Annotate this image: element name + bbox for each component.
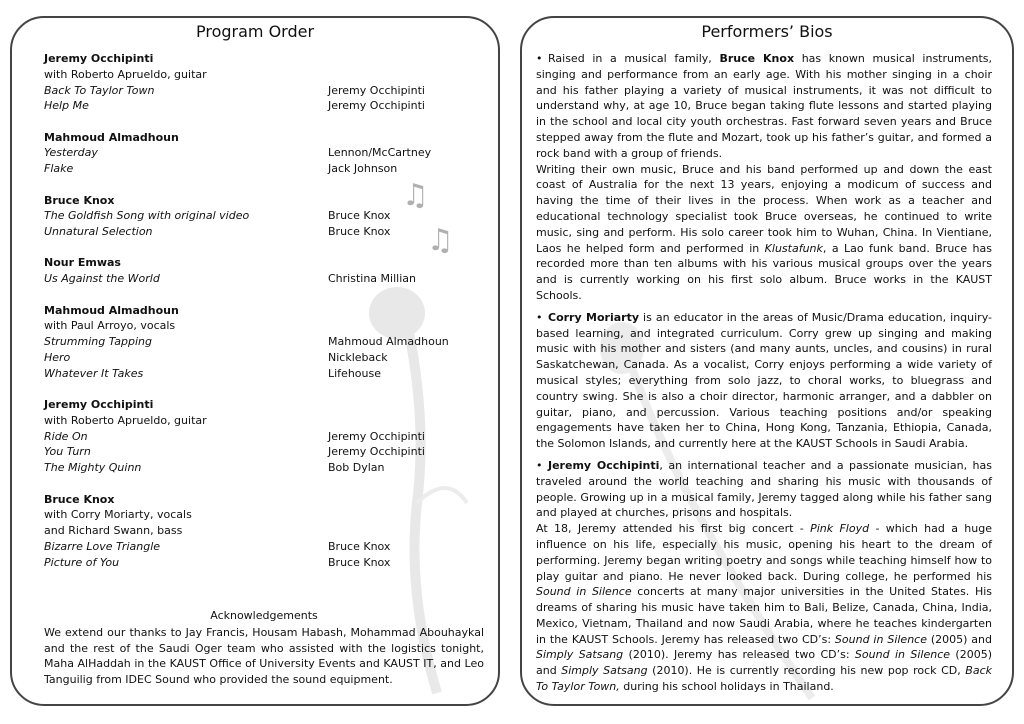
song-row [44, 444, 478, 460]
song-title: Help Me [44, 99, 89, 113]
song-row [44, 555, 478, 571]
program-act [44, 130, 478, 177]
bio-corry-moriarty [536, 310, 992, 452]
program-order-panel [10, 16, 500, 706]
bio-jeremy-occhipinti [536, 458, 992, 695]
acknowledgements [44, 608, 484, 688]
acknowledgements-title: Acknowledgements [210, 609, 318, 622]
performer-name: Jeremy Occhipinti [44, 398, 154, 412]
acknowledgements-body: We extend our thanks to Jay Francis, Housam Habash, Mohammad Abouhaykal and the rest of the Saudi Oger team who assisted with the logistics tonight, Maha AlHaddah in the KAUST Office of University Events and KAUST IT, and Leo Tanguilig from IDEC Sound who provided the sound equipment. [44, 625, 484, 687]
program-order-title: Program Order [195, 22, 315, 41]
song-row [44, 161, 478, 177]
bio-name: Bruce Knox [719, 52, 795, 65]
accompanist-line: with Paul Arroyo, vocals [44, 319, 176, 333]
program-act [44, 193, 478, 240]
bio-name: Jeremy Occhipinti [548, 458, 660, 472]
performer-name: Mahmoud Almadhoun [44, 130, 179, 144]
song-title: Flake [44, 162, 74, 176]
song-row [44, 334, 478, 350]
song-composer: Lifehouse [328, 366, 381, 380]
program-act [44, 255, 478, 287]
song-title: Yesterday [44, 146, 98, 160]
song-title: Unnatural Selection [44, 225, 153, 239]
song-composer: Nickleback [328, 350, 388, 364]
song-title: Back To Taylor Town [44, 83, 155, 97]
bio-paragraph: Writing their own music, Bruce and his band performed up and down the east coast of Australia for the next 13 years, enjoying a modicum of success and having the time of their lives in the process. When work as a teacher and educational technology specialist took Bruce overseas, he continued to write music, sing and perform. His solo career took him to Wuhan, China. In Vientiane, Laos he helped form and performed in Klustafunk, a Lao funk band. Bruce has recorded more than ten albums with his various musical groups over the years and is currently working on his first solo album. Bruce works in the KAUST Schools. [536, 162, 992, 302]
song-title: Hero [44, 350, 71, 364]
song-composer: Lennon/McCartney [328, 146, 432, 160]
bullet-icon: • [536, 458, 543, 472]
song-row [44, 539, 478, 555]
performer-name: Bruce Knox [44, 492, 115, 506]
song-title: Ride On [44, 429, 88, 443]
song-row [44, 224, 478, 240]
program-act [44, 397, 478, 476]
bio-paragraph: • Corry Moriarty is an educator in the areas of Music/Drama education, inquiry-based learning, and integrated curriculum. Corry grew up singing and making music with his mother and sisters (and many aunts, uncles, and cousins) in rural Saskatchewan, Canada. As a vocalist, Corry enjoys performing a wide variety of musical styles; everything from solo jazz, to choral works, to bluegrass and country swing. She is also a choir director, harmonic arranger, and a dabbler on guitar, piano, and percussion. Various teaching positions and/or speaking engagements have taken her to China, Hong Kong, Tanzania, Ethiopia, Canada, the Solomon Islands, and currently here at the KAUST Schools in Saudi Arabia. [536, 310, 992, 451]
song-title: Picture of You [44, 555, 120, 569]
song-composer: Christina Millian [328, 272, 416, 286]
bullet-icon: • [536, 310, 543, 324]
performer-name: Mahmoud Almadhoun [44, 303, 179, 317]
accompanist-line: with Roberto Aprueldo, guitar [44, 67, 207, 81]
performer-name: Jeremy Occhipinti [44, 52, 154, 65]
bio-paragraph: • Raised in a musical family, Bruce Knox has known musical instruments, singing and performance from an early age. With his mother singing in a choir and his father playing a variety of musical instruments, it was not difficult to understand why, at age 10, Bruce began taking flute lessons and started playing in the school and local city youth orchestras. Fast forward seven years and Bruce stepped away from the flute and Mozart, took up his father’s guitar, and formed a rock band with a group of friends. [536, 52, 992, 160]
song-title: The Goldfish Song with original video [44, 209, 250, 223]
song-composer: Bruce Knox [328, 209, 391, 223]
song-title: Us Against the World [44, 272, 160, 286]
bullet-icon: • [536, 52, 543, 65]
song-composer: Jeremy Occhipinti [328, 429, 425, 443]
song-composer: Jeremy Occhipinti [328, 445, 425, 459]
song-composer: Bob Dylan [328, 461, 385, 475]
song-composer: Bruce Knox [328, 225, 391, 239]
song-composer: Bruce Knox [328, 555, 391, 569]
song-composer: Jeremy Occhipinti [328, 83, 425, 97]
program-act [44, 303, 478, 382]
song-title: Strumming Tapping [44, 335, 153, 349]
song-row [44, 350, 478, 366]
music-note-icon: ♫ [402, 178, 429, 213]
song-composer: Jack Johnson [328, 162, 398, 176]
song-row [44, 429, 478, 445]
song-row [44, 145, 478, 161]
performers-bios-panel [520, 16, 1014, 706]
song-row [44, 98, 478, 114]
music-note-icon: ♫ [427, 223, 454, 258]
song-composer: Bruce Knox [328, 539, 391, 553]
song-title: Bizarre Love Triangle [44, 539, 161, 553]
bio-paragraph: • Jeremy Occhipinti, an international teacher and a passionate musician, has traveled around the world teaching and sharing his music with thousands of people. Growing up in a musical family, Jeremy tagged along while his father sang and played at churches, prisons and hospitals. [536, 458, 992, 520]
song-composer: Jeremy Occhipinti [328, 99, 425, 113]
performer-name: Nour Emwas [44, 256, 121, 270]
bio-bruce-knox [536, 51, 992, 304]
performers-bios-title: Performers’ Bios [701, 22, 833, 41]
bio-name: Corry Moriarty [548, 310, 639, 324]
program-act [44, 51, 478, 114]
bios-list [536, 51, 992, 695]
song-row [44, 208, 478, 224]
accompanist-line: with Corry Moriarty, vocals [44, 508, 192, 522]
song-row [44, 271, 478, 287]
song-row [44, 83, 478, 99]
song-title: The Mighty Quinn [44, 461, 142, 475]
program-act [44, 492, 478, 571]
song-title: You Turn [44, 445, 91, 459]
accompanist-line: with Roberto Aprueldo, guitar [44, 413, 207, 427]
bio-paragraph: At 18, Jeremy attended his first big concert - Pink Floyd - which had a huge influence on his life, especially his music, opening his heart to the dream of performing. Jeremy began writing poetry and songs while teaching himself how to play guitar and piano. He never looked back. During college, he performed his Sound in Silence concerts at many major universities in the United States. His dreams of sharing his music have taken him to Bali, Belize, Canada, China, India, Mexico, Vietnam, Thailand and now Saudi Arabia, where he teaches kindergarten in the KAUST Schools. Jeremy has released two CD’s: Sound in Silence (2005) and Simply Satsang (2010). Jeremy has released two CD’s: Sound in Silence (2005) and Simply Satsang (2010). He is currently recording his new pop rock CD, Back To Taylor Town, during his school holidays in Thailand. [536, 522, 993, 694]
program-list [44, 51, 478, 571]
accompanist-line: and Richard Swann, bass [44, 524, 183, 538]
song-title: Whatever It Takes [44, 366, 144, 380]
performer-name: Bruce Knox [44, 193, 115, 207]
song-row [44, 460, 478, 476]
song-row [44, 366, 478, 382]
song-composer: Mahmoud Almadhoun [328, 335, 449, 349]
